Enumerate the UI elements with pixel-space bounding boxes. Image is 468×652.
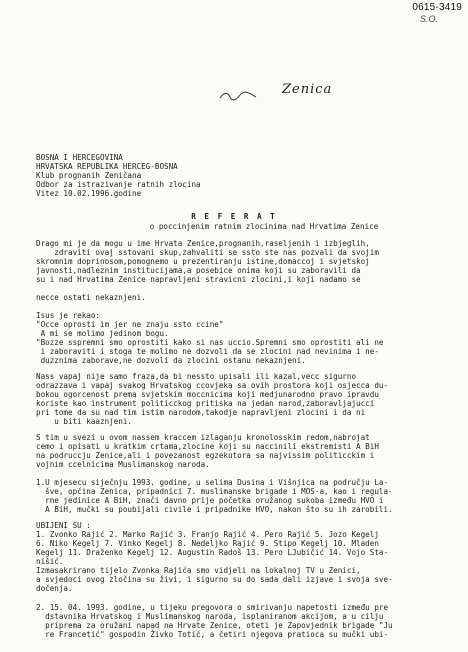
body-line: "Occe oprosti im jer ne znaju ssto ccine" [36,320,224,329]
header-line-club: Klub prognanih Zeničana [36,171,142,180]
body-line: 1. Zvonko Rajić 2. Marko Rajić 3. Franjo Rajić 4. Pero Rajić 5. Jozo Kegelj [36,530,379,539]
body-line: odrazzava i vapaj svakog Hrvatskog ccovjeka sa ovih prostora koji osjecca du- [36,381,389,390]
header-line-republic: HRVATSKA REPUBLIKA HERCEG-BOSNA [36,162,178,171]
body-line: šve, općina Zenica, pripadnici 7. muslimanske brigade i MOS-a, kao i regula- [36,487,393,496]
body-line: 2. 15. 04. 1993. godine, u tijeku pregovora o smirivanju napetosti između pre [36,603,389,612]
body-line: necce ostati nekaznjeni. [36,293,146,302]
body-line: u biti kaaznjeni. [36,417,133,426]
body-line: skromnim doprinosom,pomognemo u prezentiranju istine,domaccoj i svjetskoj [36,257,370,266]
body-line: Nass vapaj nije samo fraza,da bi nessto upisali ili kazal,vecc sigurno [36,372,357,381]
body-line: duzznima zaborave,ne dozvoli da zlocini ostanu nekaznjeni. [36,356,306,365]
body-line: dočenja. [36,584,73,593]
body-line: "Bozze sspremni smo oprostiti kako si nas uccio.Spremni smo oprostiti ali ne [36,338,384,347]
body-line: UBIJENI SU : [36,521,91,530]
body-line: re Francetić" gospodin Živko Totić, a četiri njegova pratioca su mučki ubi- [36,630,389,639]
body-line: vojnim ccelnicima Muslimanskog naroda. [36,460,210,469]
body-line: na podruccju Zenice,ali i povezanost egzekutora sa najvissim politicckim i [36,451,375,460]
body-line: rne jedinice A BiH, znači davno prije početka oružanog sukoba između HVO i [36,496,384,505]
body-line: A mi se molimo jedinom bogu. [36,329,169,338]
handwritten-annotation: Zenica [282,82,333,97]
body-line: javnosti,nadleznim institucijama,a posebice onima koji su zaboravili da [36,266,361,275]
document-subtitle: o poccinjenim ratnim zlocinima nad Hrvatima Zenice [149,222,379,231]
header-line-committee: Odbor za istrazivanje ratnih zlocina [36,180,201,189]
body-line: pri tome da su nad tim istim narodom,takodje napravljeni zlocini i da ni [36,408,366,417]
body-line: a svjedoci ovog zločina su živi, i sigurno su do sada dali izjave i svoja sve- [36,575,393,584]
body-line: priprema za oružani napad na Hrvate Zenice, oteti je Zapovjednik brigade "Ju [36,621,393,630]
header-line-date: Vitez 10.02.1996.godine [36,189,142,198]
body-line: bokou ogorcenost prema svjetskim moccnicima koji medjunarodno pravo ipravdu [36,390,379,399]
document-number: 0615-3419 [412,2,462,13]
body-line: 6. Niko Kegelj 7. Vinko Kegelj 8. Nedeljko Rajić 9. Stipo Kegelj 10. Mladen [36,539,379,548]
body-line: Izmasakrirano tijelo Zvonka Rajića smo vidjeli na lokalnoj TV u Zenici, [36,566,361,575]
body-line: dstavnika Hrvatskog i Muslimanskog naroda, isplaniranom akcijom, a u cilju [36,612,384,621]
body-line: su i nad Hrvatima Zenice napravljeni stravicni zlocini,i koji nadamo se [36,275,361,284]
body-line: S tim u svezi u ovom nassem kraccem izlaganju kronolosskim redom,nabrojat [36,433,370,442]
body-line: nišić. [36,557,64,566]
body-line: 1.U mjesecu siječnju 1993. godine, u selima Dusina i Višnjica na području La- [36,478,389,487]
body-line: Kegelj 11. Draženko Kegelj 12. Augustin Radoš 13. Pero LJubičić 14. Vojo Sta- [36,548,389,557]
body-line: cemo i opisati u kratkim crtama,zlocine koji su naccinili ekstremisti A BiH [36,442,379,451]
document-title: R E F E R A T [191,212,277,221]
body-line: koriste kao instrument politicckog pritiska na jedan narod,zaboravljajucci [36,399,375,408]
body-line: Drago mi je da mogu u ime Hrvata Zenice,prognanih,raseljenih i izbjeglih, [36,239,370,248]
header-line-country: BOSNA I HERCEGOVINA [36,153,123,162]
body-line: Isus je rekao: [36,311,101,320]
body-line: zdraviti ovaj sstovani skup,zahvaliti se ssto ste nas pozvali da svojim [36,248,379,257]
body-line: A BiH, mučki su poubijali civile i pripadnike HVO, nakon što su ih zarobili. [36,505,393,514]
handwritten-scribble [218,88,258,102]
page-mark: S.O. [419,14,438,24]
body-line: i zaboraviti i stoga te molimo ne dozvoli da se zlocini nad nevinima i ne- [36,347,379,356]
